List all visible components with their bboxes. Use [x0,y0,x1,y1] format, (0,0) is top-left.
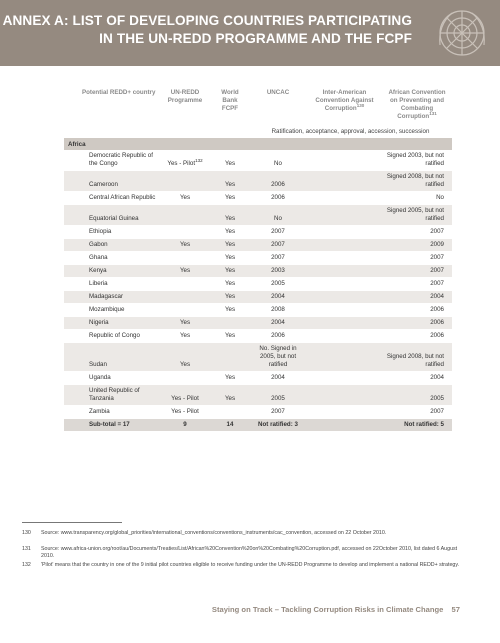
table-cell: Kenya [64,265,159,278]
subtotal-cell [307,419,382,432]
table-cell: 2007 [249,406,307,419]
table-cell: 2007 [249,252,307,265]
table-row [64,150,452,171]
table-cell: Zambia [64,406,159,419]
table-cell: No [249,150,307,171]
page-title-line-2: IN THE UN-REDD PROGRAMME AND THE FCPF [99,31,412,46]
subtotal-cell: 14 [211,419,249,432]
table-cell: 2007 [382,278,452,291]
table-cell: Yes [211,265,249,278]
table-cell [307,406,382,419]
table-cell [159,171,211,192]
table-row [64,317,452,330]
table-row [64,330,452,343]
footnote-text: 'Pilot' means that the country in one of the 9 initial pilot countries eligible to receive funding under the UN-REDD Programme to develop and implement a national REDD+ strategy. [41,562,460,568]
column-header-4: Inter-American Convention Against Corruption$^{130}$ [315,89,374,112]
table-cell [307,265,382,278]
table-cell: 2009 [382,239,452,252]
table-cell: Ghana [64,252,159,265]
table-cell: Yes [211,150,249,171]
table-cell: 2007 [249,226,307,239]
table-row [64,278,452,291]
table-row [64,385,452,406]
table-cell: Yes [211,385,249,406]
table-cell: Nigeria [64,317,159,330]
table-row [64,239,452,252]
table-cell: No [249,205,307,226]
table-cell: 2004 [382,291,452,304]
table-cell: Democratic Republic of the Congo [64,150,159,171]
footnote-separator [22,522,122,523]
table-cell [307,385,382,406]
subtotal-row [64,419,452,432]
table-cell [211,317,249,330]
table-cell: Uganda [64,372,159,385]
table-cell [307,278,382,291]
footnote-text: Source: www.transparency.org/global_priorities/international_conventions/conventions_instruments/cac_convention, accessed on 22 October 2010. [41,530,387,536]
table-cell: No. Signed in 2005, but not ratified [249,343,307,372]
table-cell [211,406,249,419]
table-cell [307,192,382,205]
table-row [64,192,452,205]
footnote-131 [22,546,462,560]
table-row [64,304,452,317]
table-cell: 2005 [249,385,307,406]
table-cell: Yes [159,317,211,330]
table-cell: Gabon [64,239,159,252]
table-cell [307,205,382,226]
table-cell: Yes [159,192,211,205]
table-cell: Yes [211,278,249,291]
title-banner [0,0,500,66]
table-cell [159,226,211,239]
table-cell: Equatorial Guinea [64,205,159,226]
table-cell [159,291,211,304]
table-cell: Sudan [64,343,159,372]
table-cell [307,252,382,265]
table-cell: Mozambique [64,304,159,317]
table-cell: Yes [211,372,249,385]
table-cell: 2003 [249,265,307,278]
table-cell: Yes [211,205,249,226]
table-row [64,226,452,239]
table-cell: Yes [211,171,249,192]
table-cell: Yes [211,239,249,252]
table-row [64,205,452,226]
footer-title: Staying on Track – Tackling Corruption Risks in Climate Change [211,605,444,614]
column-header-5: African Convention on Preventing and Combating Corruption$^{131}$ [388,89,446,120]
table-cell [307,343,382,372]
countries-table-container [64,86,452,432]
table-cell: Signed 2008, but not ratified [382,343,452,372]
subtotal-cell: Not ratified: 3 [249,419,307,432]
table-cell: Yes [211,192,249,205]
table-cell: Yes [159,265,211,278]
table-cell [159,252,211,265]
table-cell: Signed 2003, but not ratified [382,150,452,171]
table-cell: Republic of Congo [64,330,159,343]
table-cell: Cameroon [64,171,159,192]
table-row [64,406,452,419]
table-cell [307,171,382,192]
table-cell: 2008 [249,304,307,317]
table-cell: 2006 [382,317,452,330]
table-cell: Signed 2008, but not ratified [382,171,452,192]
table-cell: 2007 [382,252,452,265]
table-cell: 2007 [382,226,452,239]
footnote-ref: 131 [429,110,437,116]
footnote-130 [22,530,462,537]
table-cell: No [382,192,452,205]
table-row [64,291,452,304]
table-cell: Yes [211,252,249,265]
table-cell [307,317,382,330]
page-title-line-1: ANNEX A: LIST OF DEVELOPING COUNTRIES PARTICIPATING [2,13,412,28]
column-header-2: World Bank FCPF [221,89,239,112]
table-cell: 2006 [382,304,452,317]
table-cell: 2007 [382,265,452,278]
table-cell: 2005 [249,278,307,291]
table-row [64,343,452,372]
table-cell: Signed 2005, but not ratified [382,205,452,226]
ratification-subheader: Ratification, acceptance, approval, accession, succession [271,128,430,135]
table-cell: United Republic of Tanzania [64,385,159,406]
column-header-0: Potential REDD+ country [82,89,156,96]
table-cell: 2004 [249,317,307,330]
region-label: Africa [64,138,452,150]
table-cell: Central African Republic [64,192,159,205]
table-cell: Yes - Pilot [159,406,211,419]
table-cell: 2007 [382,406,452,419]
footnote-number: 130 [22,530,31,536]
footnote-132 [22,562,462,569]
table-cell: Yes [211,291,249,304]
table-cell [159,278,211,291]
table-cell: 2005 [382,385,452,406]
table-cell: Yes [159,239,211,252]
footnote-ref: 132 [195,157,203,163]
footnote-number: 132 [22,562,31,568]
table-cell: 2006 [382,330,452,343]
table-cell: 2004 [249,372,307,385]
table-cell: 2007 [249,239,307,252]
table-cell: 2006 [249,330,307,343]
table-cell [307,226,382,239]
region-row-africa [64,138,452,150]
table-cell: 2006 [249,192,307,205]
column-header-1: UN-REDD Programme [167,89,203,104]
table-cell: Madagascar [64,291,159,304]
table-cell [307,150,382,171]
subtotal-cell: 9 [159,419,211,432]
subtotal-cell: Sub-total = 17 [64,419,159,432]
table-cell: Yes [159,330,211,343]
table-cell: Ethiopia [64,226,159,239]
subtotal-cell: Not ratified: 5 [382,419,452,432]
table-cell [211,343,249,372]
table-cell [307,372,382,385]
table-cell: Liberia [64,278,159,291]
table-row [64,372,452,385]
table-cell [159,372,211,385]
table-cell [307,239,382,252]
table-cell: 2004 [382,372,452,385]
table-cell [159,205,211,226]
table-cell: Yes [211,226,249,239]
table-cell: Yes - Pilot$^{132}$ [159,150,211,171]
page-footer [212,605,460,614]
table-cell [307,330,382,343]
table-row [64,265,452,278]
subheader-row [64,125,452,138]
table-cell: 2004 [249,291,307,304]
table-cell [307,304,382,317]
column-header-3: UNCAC [266,89,290,96]
table-cell [307,291,382,304]
table-row [64,171,452,192]
footnote-ref: 130 [356,102,365,108]
table-cell: Yes [211,304,249,317]
un-emblem-icon [434,5,490,61]
page-number: 57 [451,605,460,614]
table-cell: 2006 [249,171,307,192]
table-cell: Yes [211,330,249,343]
table-row [64,252,452,265]
countries-table [64,86,452,432]
footnote-text: Source: www.africa-union.org/root/au/Documents/Treaties/List/African%20Convention%20on%20Combating%20Corruption.pdf, accessed on 22October 2010, list dated 6 August 2010. [41,546,458,559]
table-cell [159,304,211,317]
footnote-number: 131 [22,546,31,552]
table-cell: Yes [159,343,211,372]
table-header-row [64,86,452,125]
table-cell: Yes - Pilot [159,385,211,406]
